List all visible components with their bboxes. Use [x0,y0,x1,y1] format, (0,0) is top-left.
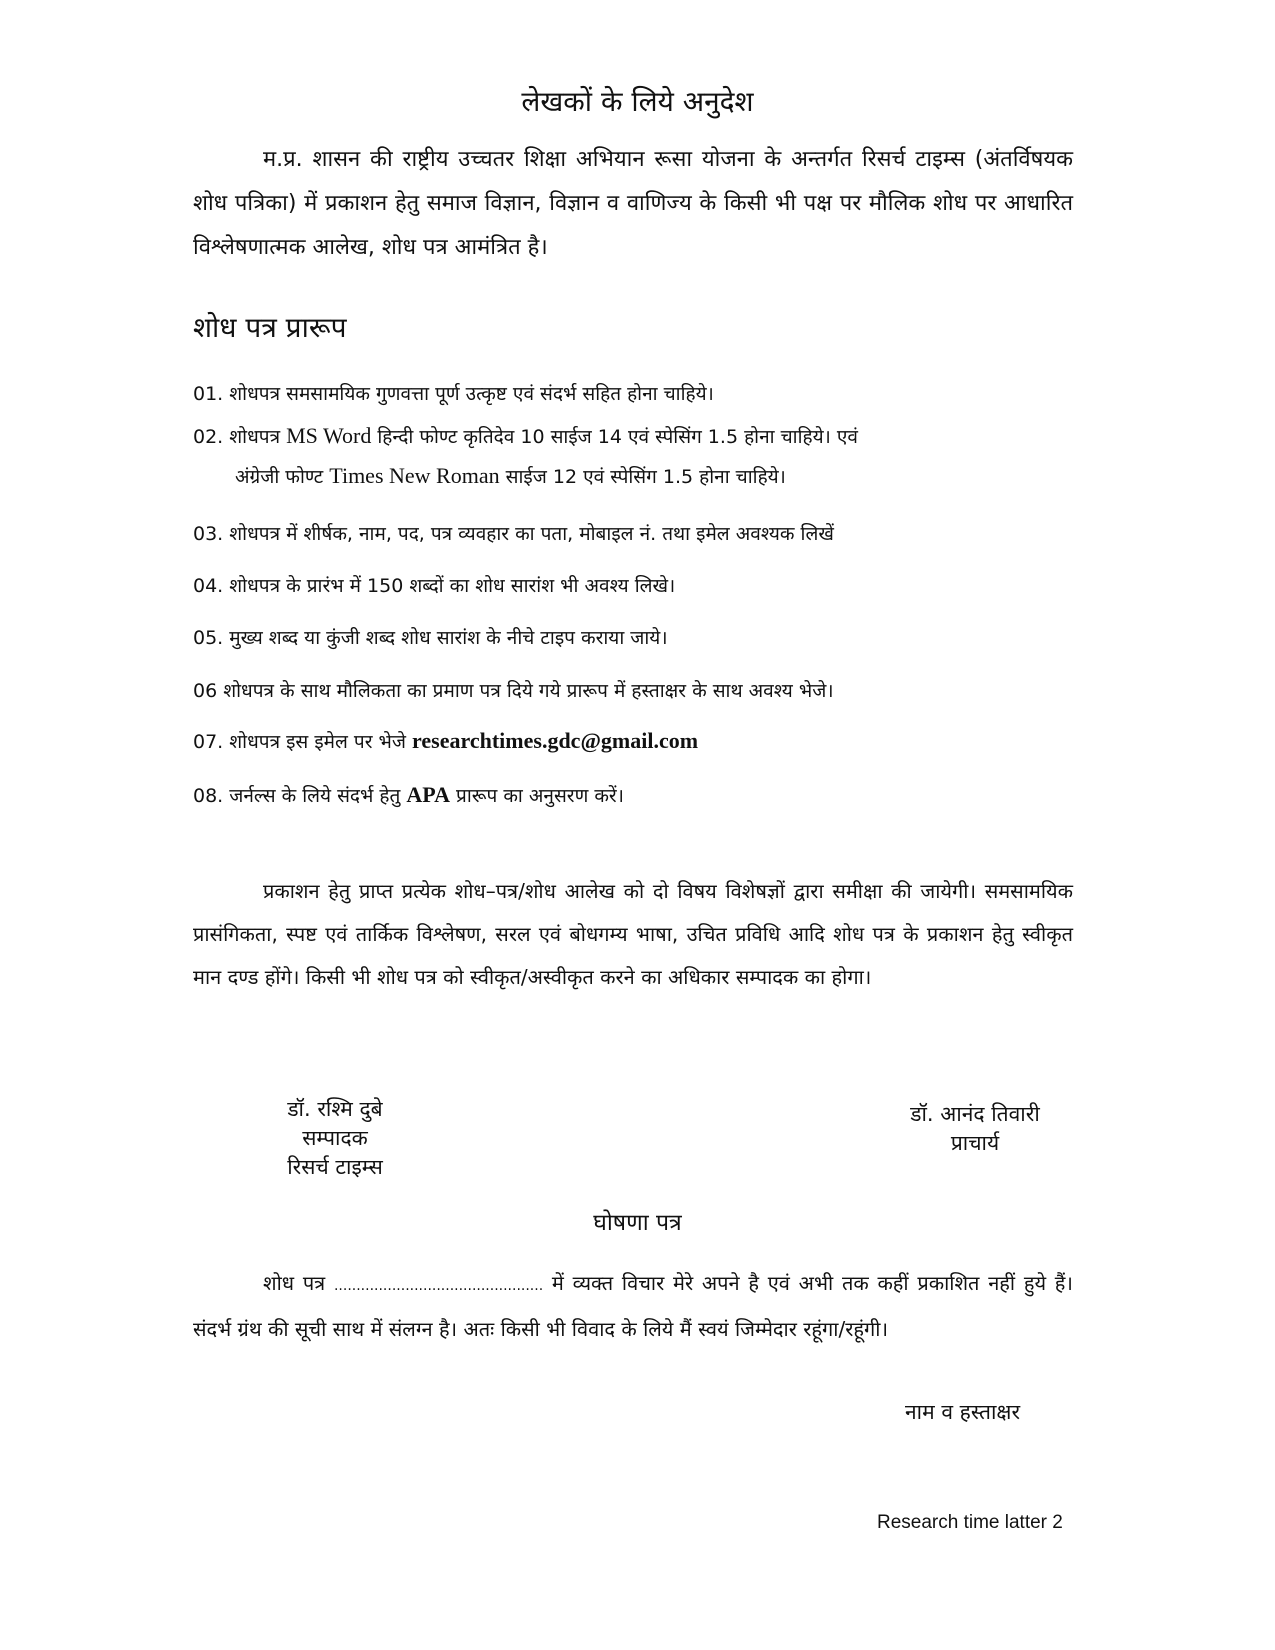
item-text: 02. शोधपत्र [193,426,287,448]
apa-label: APA [406,782,450,807]
list-item [193,728,698,754]
format-heading: शोध पत्र प्रारूप [193,311,347,344]
signatory-role: सम्पादक [302,1126,368,1150]
item-text: प्रारूप का अनुसरण करें। [449,785,624,807]
signatory-editor [250,1095,420,1182]
signatory-name: डॉ. रश्मि दुबे [287,1097,383,1121]
name-signature-label: नाम व हस्ताक्षर [905,1400,1021,1424]
intro-paragraph: म.प्र. शासन की राष्ट्रीय उच्चतर शिक्षा अभियान रूसा योजना के अन्तर्गत रिसर्च टाइम्स (अंतर्विषयक शोध पत्रिका) में प्रकाशन हेतु समाज विज्ञान, विज्ञान व वाणिज्य के किसी भी पक्ष पर मौलिक शोध पर आधारित विश्लेषणात्मक आलेख, शोध पत्र आमंत्रित है। [193,147,1073,260]
list-item: 04. शोधपत्र के प्रारंभ में 150 शब्दों का शोध सारांश भी अवश्य लिखे। [193,575,676,597]
list-item: 05. मुख्य शब्द या कुंजी शब्द शोध सारांश के नीचे टाइप कराया जाये। [193,627,668,649]
signatory-org: रिसर्च टाइम्स [287,1155,383,1179]
declaration-title: घोषणा पत्र [593,1210,682,1236]
document-title: लेखकों के लिये अनुदेश [521,85,754,118]
item-text: 07. शोधपत्र इस इमेल पर भेजे [193,731,413,753]
item-text: अंग्रेजी फोण्ट [235,466,330,488]
declaration-text: में व्यक्त विचार मेरे अपने है एवं अभी तक कहीं प्रकाशित नहीं हुये हैं। संदर्भ ग्रंथ की सूची साथ में संलग्न है। अतः किसी भी विवाद के लिये मैं स्वयं जिम्मेदार रहूंगा/रहूंगी। [193,1271,1073,1341]
item-text: हिन्दी फोण्ट कृतिदेव 10 साईज 14 एवं स्पेसिंग 1.5 होना चाहिये। एवं [371,426,858,448]
email-link[interactable]: researchtimes.gdc@gmail.com [412,728,699,753]
item-text-english: Times New Roman [329,463,500,488]
list-item: 01. शोधपत्र समसामयिक गुणवत्ता पूर्ण उत्कृष्ट एवं संदर्भ सहित होना चाहिये। [193,383,714,405]
review-paragraph: प्रकाशन हेतु प्राप्त प्रत्येक शोध–पत्र/शोध आलेख को दो विषय विशेषज्ञों द्वारा समीक्षा की जायेगी। समसामयिक प्रासंगिकता, स्पष्ट एवं तार्किक विश्लेषण, सरल एवं बोधगम्य भाषा, उचित प्रविधि आदि शोध पत्र के प्रकाशन हेतु स्वीकृत मान दण्ड होंगे। किसी भी शोध पत्र को स्वीकृत/अस्वीकृत करने का अधिकार सम्पादक का होगा। [193,879,1073,989]
list-item: 06 शोधपत्र के साथ मौलिकता का प्रमाण पत्र दिये गये प्रारूप में हस्ताक्षर के साथ अवश्य भेजे। [193,680,834,702]
page-footer: Research time latter 2 [877,1512,1063,1533]
list-item [193,782,624,808]
item-text: साईज 12 एवं स्पेसिंग 1.5 होना चाहिये। [499,466,786,488]
declaration-text: शोध पत्र [263,1271,326,1295]
item-text-english: MS Word [286,423,372,448]
item-continuation [193,463,858,489]
list-item: 03. शोधपत्र में शीर्षक, नाम, पद, पत्र व्यवहार का पता, मोबाइल नं. तथा इमेल अवश्यक लिखें [193,523,834,545]
item-text: 08. जर्नल्स के लिये संदर्भ हेतु [193,785,407,807]
list-item [193,423,858,489]
signatory-role: प्राचार्य [950,1131,1000,1155]
declaration-blank-field: ............................................... [333,1278,544,1294]
signatory-principal [880,1100,1070,1158]
signatory-name: डॉ. आनंद तिवारी [910,1102,1040,1126]
declaration-paragraph [193,1262,1073,1351]
